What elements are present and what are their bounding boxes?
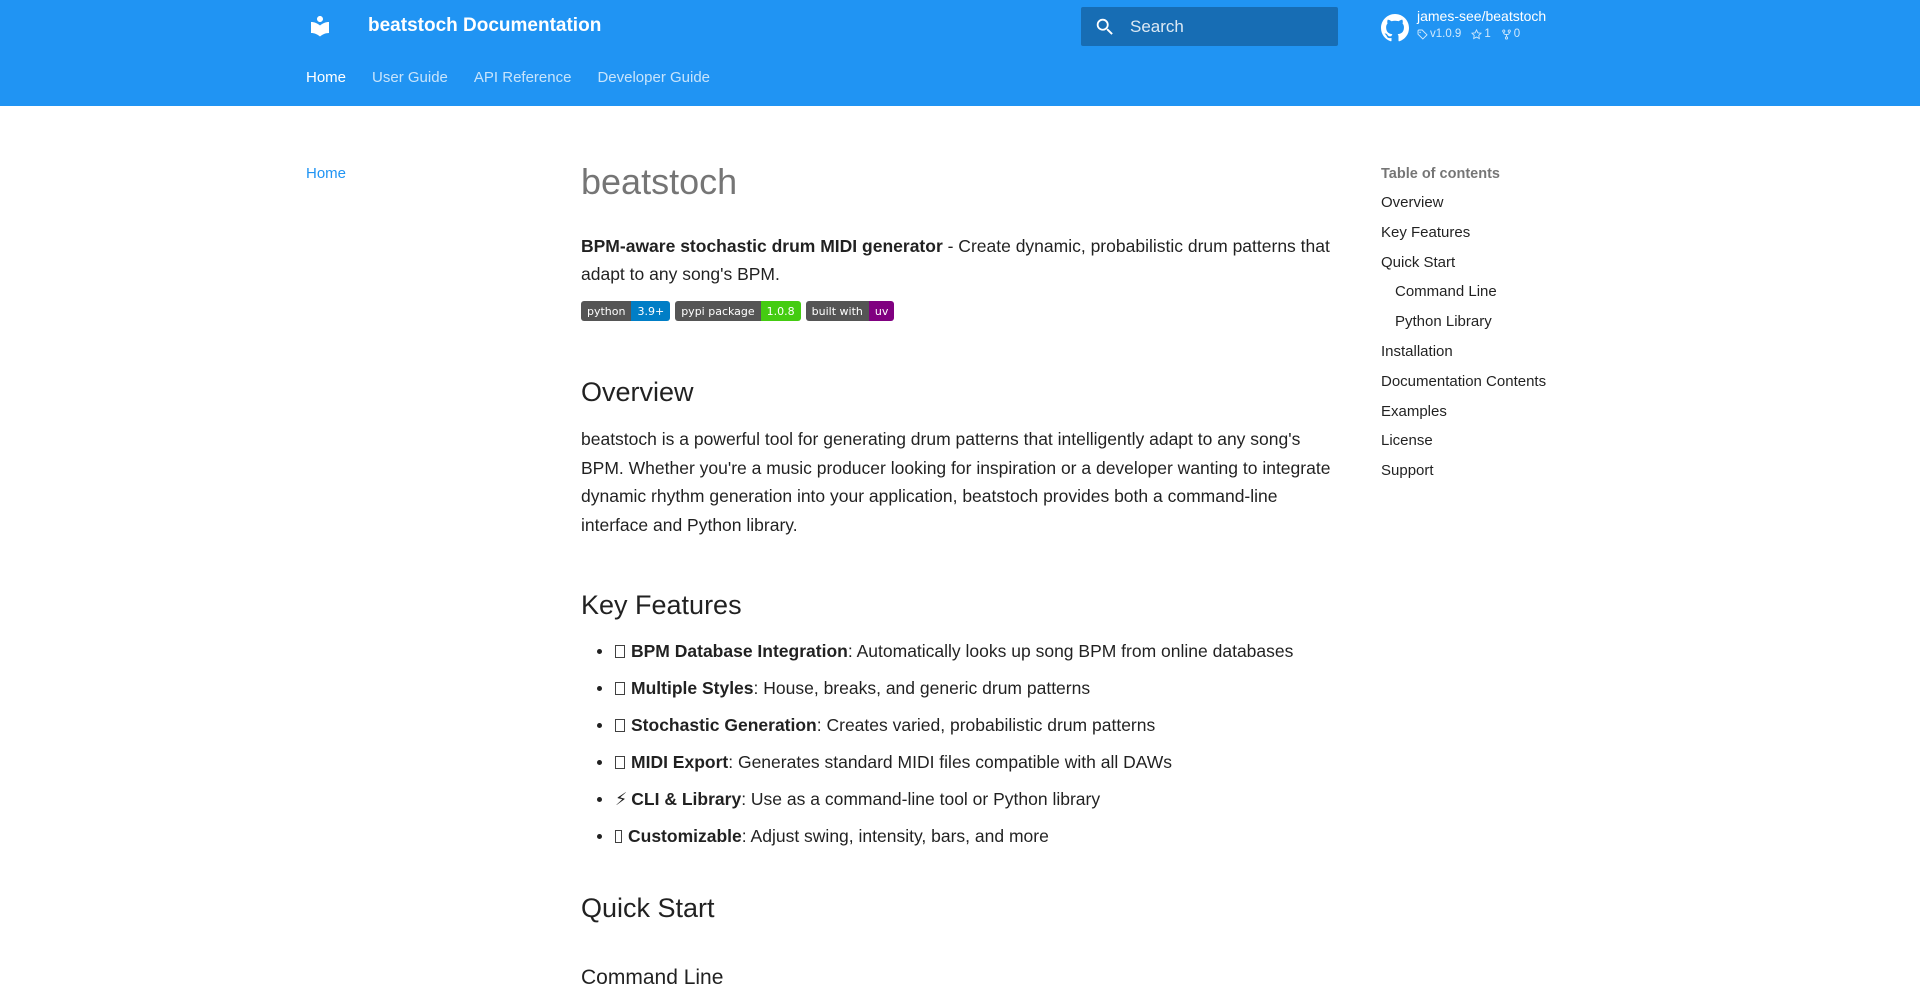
list-item (581, 713, 1336, 737)
header-tabs (306, 69, 736, 86)
quick-start-heading: Quick Start (581, 893, 715, 923)
lightning-icon: ⚡ (615, 789, 628, 809)
toc-item-key-features[interactable]: Key Features (1381, 223, 1471, 241)
list-item (581, 824, 1336, 848)
key-features-list (581, 639, 1336, 848)
github-icon (1381, 14, 1409, 42)
main-content (581, 160, 1336, 991)
search-icon[interactable] (1093, 15, 1117, 39)
toc-item-support[interactable]: Support (1381, 462, 1434, 480)
feature-desc: : Use as a command-line tool or Python library (741, 789, 1101, 809)
site-header (0, 0, 1920, 106)
star-icon (1471, 29, 1482, 40)
list-item (581, 676, 1336, 700)
table-of-contents (1381, 165, 1621, 492)
overview-heading: Overview (581, 377, 694, 407)
repo-forks-count: 0 (1513, 28, 1521, 40)
toc-item-quick-start[interactable]: Quick Start (1381, 253, 1456, 271)
toc-item-examples[interactable]: Examples (1381, 402, 1447, 420)
lead-bold: BPM-aware stochastic drum MIDI generator (581, 236, 943, 256)
repo-forks (1501, 27, 1520, 41)
toc-item-license[interactable]: License (1381, 432, 1433, 450)
feature-title: BPM Database Integration (631, 641, 848, 661)
tag-icon (1417, 29, 1428, 40)
python-badge[interactable] (581, 301, 670, 321)
repo-stars (1471, 27, 1490, 41)
tab-user-guide[interactable]: User Guide (372, 69, 448, 86)
toc-item-command-line[interactable]: Command Line (1395, 283, 1497, 301)
tab-home[interactable]: Home (306, 69, 347, 86)
repo-link[interactable] (1381, 8, 1546, 42)
emoji-placeholder-icon (615, 682, 625, 695)
badge-label: python (581, 301, 631, 321)
search-box[interactable] (1081, 7, 1338, 46)
feature-title: CLI & Library (631, 789, 742, 809)
feature-desc: : Creates varied, probabilistic drum patterns (816, 715, 1156, 735)
badges (581, 301, 1336, 321)
repo-version-text: v1.0.9 (1430, 28, 1462, 40)
feature-title: Stochastic Generation (631, 715, 817, 735)
toc-item-python-library[interactable]: Python Library (1395, 313, 1492, 331)
tab-developer-guide[interactable]: Developer Guide (597, 69, 711, 86)
feature-desc: : Generates standard MIDI files compatible with all DAWs (728, 752, 1173, 772)
emoji-placeholder-icon (615, 645, 625, 658)
emoji-placeholder-icon (615, 719, 625, 732)
lead-paragraph (581, 232, 1336, 288)
list-item (581, 639, 1336, 663)
pypi-badge[interactable] (675, 301, 800, 321)
sidebar-item-home[interactable]: Home (306, 165, 347, 182)
toc-title: Table of contents (1381, 166, 1500, 182)
feature-title: Multiple Styles (631, 678, 754, 698)
emoji-placeholder-icon (615, 756, 625, 769)
list-item (581, 750, 1336, 774)
fork-icon (1501, 29, 1512, 40)
list-item (581, 787, 1336, 811)
toc-item-overview[interactable]: Overview (1381, 194, 1444, 211)
repo-stars-count: 1 (1484, 28, 1491, 40)
tab-api-reference[interactable]: API Reference (473, 69, 572, 86)
badge-label: pypi package (675, 301, 760, 321)
feature-desc: : House, breaks, and generic drum patterns (753, 678, 1091, 698)
feature-title: MIDI Export (631, 752, 729, 772)
site-title[interactable]: beatstoch Documentation (368, 15, 602, 36)
emoji-placeholder-icon (615, 830, 622, 843)
badge-label: built with (806, 301, 869, 321)
key-features-heading: Key Features (581, 590, 742, 620)
command-line-heading: Command Line (581, 966, 724, 989)
primary-sidebar (306, 165, 346, 182)
page-title: beatstoch (581, 161, 738, 202)
badge-value: uv (869, 301, 894, 321)
badge-value: 3.9+ (631, 301, 670, 321)
feature-desc: : Automatically looks up song BPM from online databases (847, 641, 1294, 661)
toc-item-installation[interactable]: Installation (1381, 342, 1453, 360)
badge-value: 1.0.8 (761, 301, 801, 321)
repo-version (1417, 27, 1461, 41)
feature-desc: : Adjust swing, intensity, bars, and more (741, 826, 1049, 846)
uv-badge[interactable] (806, 301, 895, 321)
toc-item-documentation-contents[interactable]: Documentation Contents (1381, 372, 1547, 390)
book-logo-icon[interactable] (306, 12, 334, 40)
lead-rest: - Create dynamic, probabilistic drum patterns that adapt to any song's BPM. (581, 236, 1330, 284)
overview-text: beatstoch is a powerful tool for generating drum patterns that intelligently adapt to any song's BPM. Whether you're a music producer looking for inspiration or a developer wanting to integrate dynamic rhythm generation into your application, beatstoch provides both a command-line interface and Python library. (581, 429, 1331, 535)
repo-name[interactable]: james-see/beatstoch (1417, 8, 1547, 24)
feature-title: Customizable (628, 826, 742, 846)
search-input[interactable] (1130, 17, 1320, 37)
